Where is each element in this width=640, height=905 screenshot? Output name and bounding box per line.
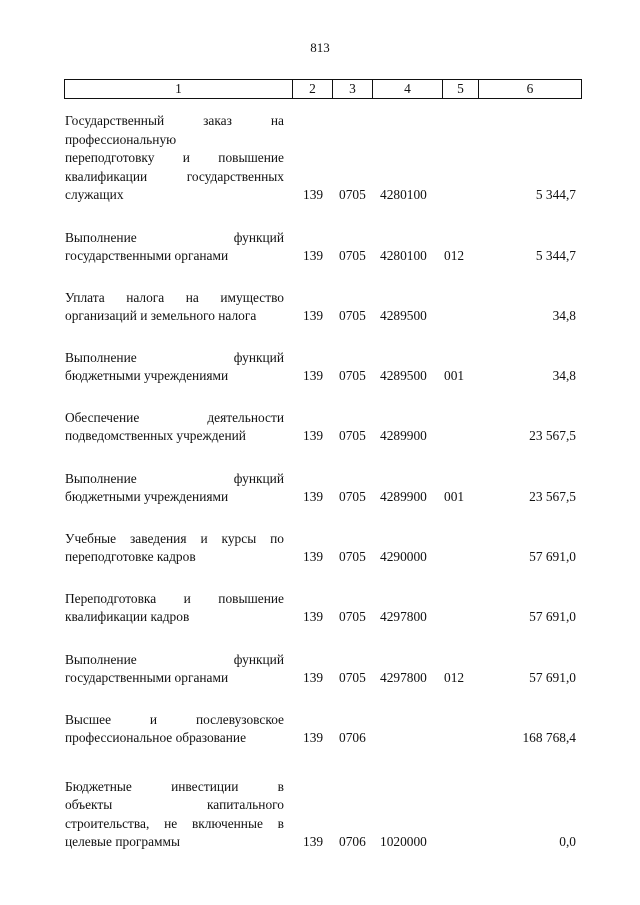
- header-col-5: 5: [443, 80, 479, 99]
- row-description-line: Государственный заказ на: [65, 113, 284, 128]
- row-description-line: переподготовке кадров: [65, 549, 196, 564]
- row-target-code: 4289500: [380, 368, 427, 383]
- row-section-code: 0705: [339, 248, 366, 263]
- row-admin-code: 139: [303, 308, 324, 323]
- row-admin-code: 139: [303, 428, 324, 443]
- row-expense-type: 001: [444, 489, 465, 504]
- row-description: [65, 530, 284, 567]
- row-description-line: Выполнение функций: [65, 349, 284, 365]
- row-target-code: 4297800: [380, 609, 427, 624]
- row-description-line: Учебные заведения и курсы по: [65, 530, 284, 546]
- row-description-line: целевые программы: [65, 834, 180, 849]
- row-description-line: Выполнение функций: [65, 651, 284, 667]
- row-target-code: 1020000: [380, 834, 427, 849]
- row-description: [65, 711, 284, 748]
- row-description-line: профессиональное образование: [65, 730, 247, 745]
- row-section-code: 0705: [339, 368, 366, 383]
- row-description-line: квалификации государственных: [65, 168, 284, 184]
- row-description-line: Уплата налога на имущество: [65, 289, 284, 305]
- row-description-line: государственными органами: [65, 670, 229, 685]
- row-amount: 5 344,7: [535, 248, 576, 263]
- row-admin-code: 139: [303, 609, 324, 624]
- row-section-code: 0706: [339, 730, 366, 745]
- row-description-line: Бюджетные инвестиции в: [65, 778, 284, 794]
- row-section-code: 0705: [339, 489, 366, 504]
- row-description-line: служащих: [65, 187, 124, 202]
- row-amount: 57 691,0: [529, 670, 576, 685]
- row-target-code: 4280100: [380, 187, 427, 202]
- row-description-line: профессиональную: [65, 131, 177, 147]
- header-col-4: 4: [373, 80, 443, 99]
- row-expense-type: 012: [444, 248, 465, 263]
- table-header: [64, 79, 582, 99]
- row-target-code: 4289900: [380, 428, 427, 443]
- row-expense-type: 012: [444, 670, 465, 685]
- row-description: [65, 289, 284, 326]
- row-amount: 57 691,0: [529, 549, 576, 564]
- row-target-code: 4290000: [380, 549, 427, 564]
- row-description: [65, 409, 284, 446]
- row-description-line: организаций и земельного налога: [65, 308, 257, 323]
- row-amount: 0,0: [559, 834, 576, 849]
- row-description-line: бюджетными учреждениями: [65, 489, 229, 504]
- row-target-code: 4297800: [380, 670, 427, 685]
- row-description-line: Переподготовка и повышение: [65, 590, 284, 606]
- row-amount: 168 768,4: [522, 730, 576, 745]
- row-amount: 34,8: [552, 368, 576, 383]
- row-admin-code: 139: [303, 368, 324, 383]
- row-section-code: 0705: [339, 670, 366, 685]
- row-amount: 5 344,7: [535, 187, 576, 202]
- row-description-line: Выполнение функций: [65, 470, 284, 486]
- row-expense-type: 001: [444, 368, 465, 383]
- row-description: [65, 349, 284, 386]
- row-description-line: переподготовку и повышение: [65, 150, 284, 165]
- row-description-line: бюджетными учреждениями: [65, 368, 229, 383]
- header-row: [65, 80, 582, 99]
- row-admin-code: 139: [303, 248, 324, 263]
- row-description-line: Выполнение функций: [65, 229, 284, 245]
- header-col-3: 3: [333, 80, 373, 99]
- row-section-code: 0705: [339, 549, 366, 564]
- row-description-line: подведомственных учреждений: [65, 428, 246, 443]
- row-description: [65, 229, 284, 266]
- row-description-line: государственными органами: [65, 248, 229, 263]
- header-col-2: 2: [293, 80, 333, 99]
- row-description-line: квалификации кадров: [65, 609, 190, 624]
- row-description: [65, 651, 284, 688]
- row-section-code: 0706: [339, 834, 366, 849]
- row-description-line: строительства, не включенные в: [65, 815, 284, 831]
- row-admin-code: 139: [303, 730, 324, 745]
- row-amount: 57 691,0: [529, 609, 576, 624]
- row-description: [65, 112, 284, 205]
- row-admin-code: 139: [303, 549, 324, 564]
- row-description-line: Высшее и послевузовское: [65, 711, 284, 727]
- row-amount: 23 567,5: [529, 428, 576, 443]
- row-amount: 34,8: [552, 308, 576, 323]
- row-target-code: 4289900: [380, 489, 427, 504]
- row-target-code: 4289500: [380, 308, 427, 323]
- row-description: [65, 470, 284, 507]
- row-admin-code: 139: [303, 670, 324, 685]
- row-target-code: 4280100: [380, 248, 427, 263]
- row-section-code: 0705: [339, 428, 366, 443]
- row-description: [65, 590, 284, 627]
- row-section-code: 0705: [339, 187, 366, 202]
- row-description-line: объекты капитального: [65, 797, 284, 812]
- row-description-line: Обеспечение деятельности: [65, 409, 284, 425]
- row-section-code: 0705: [339, 609, 366, 624]
- header-col-1: 1: [65, 80, 293, 99]
- page-number: 813: [310, 40, 330, 55]
- row-admin-code: 139: [303, 187, 324, 202]
- row-admin-code: 139: [303, 489, 324, 504]
- row-admin-code: 139: [303, 834, 324, 849]
- header-col-6: 6: [479, 80, 582, 99]
- row-section-code: 0705: [339, 308, 366, 323]
- row-description: [65, 778, 284, 852]
- row-amount: 23 567,5: [529, 489, 576, 504]
